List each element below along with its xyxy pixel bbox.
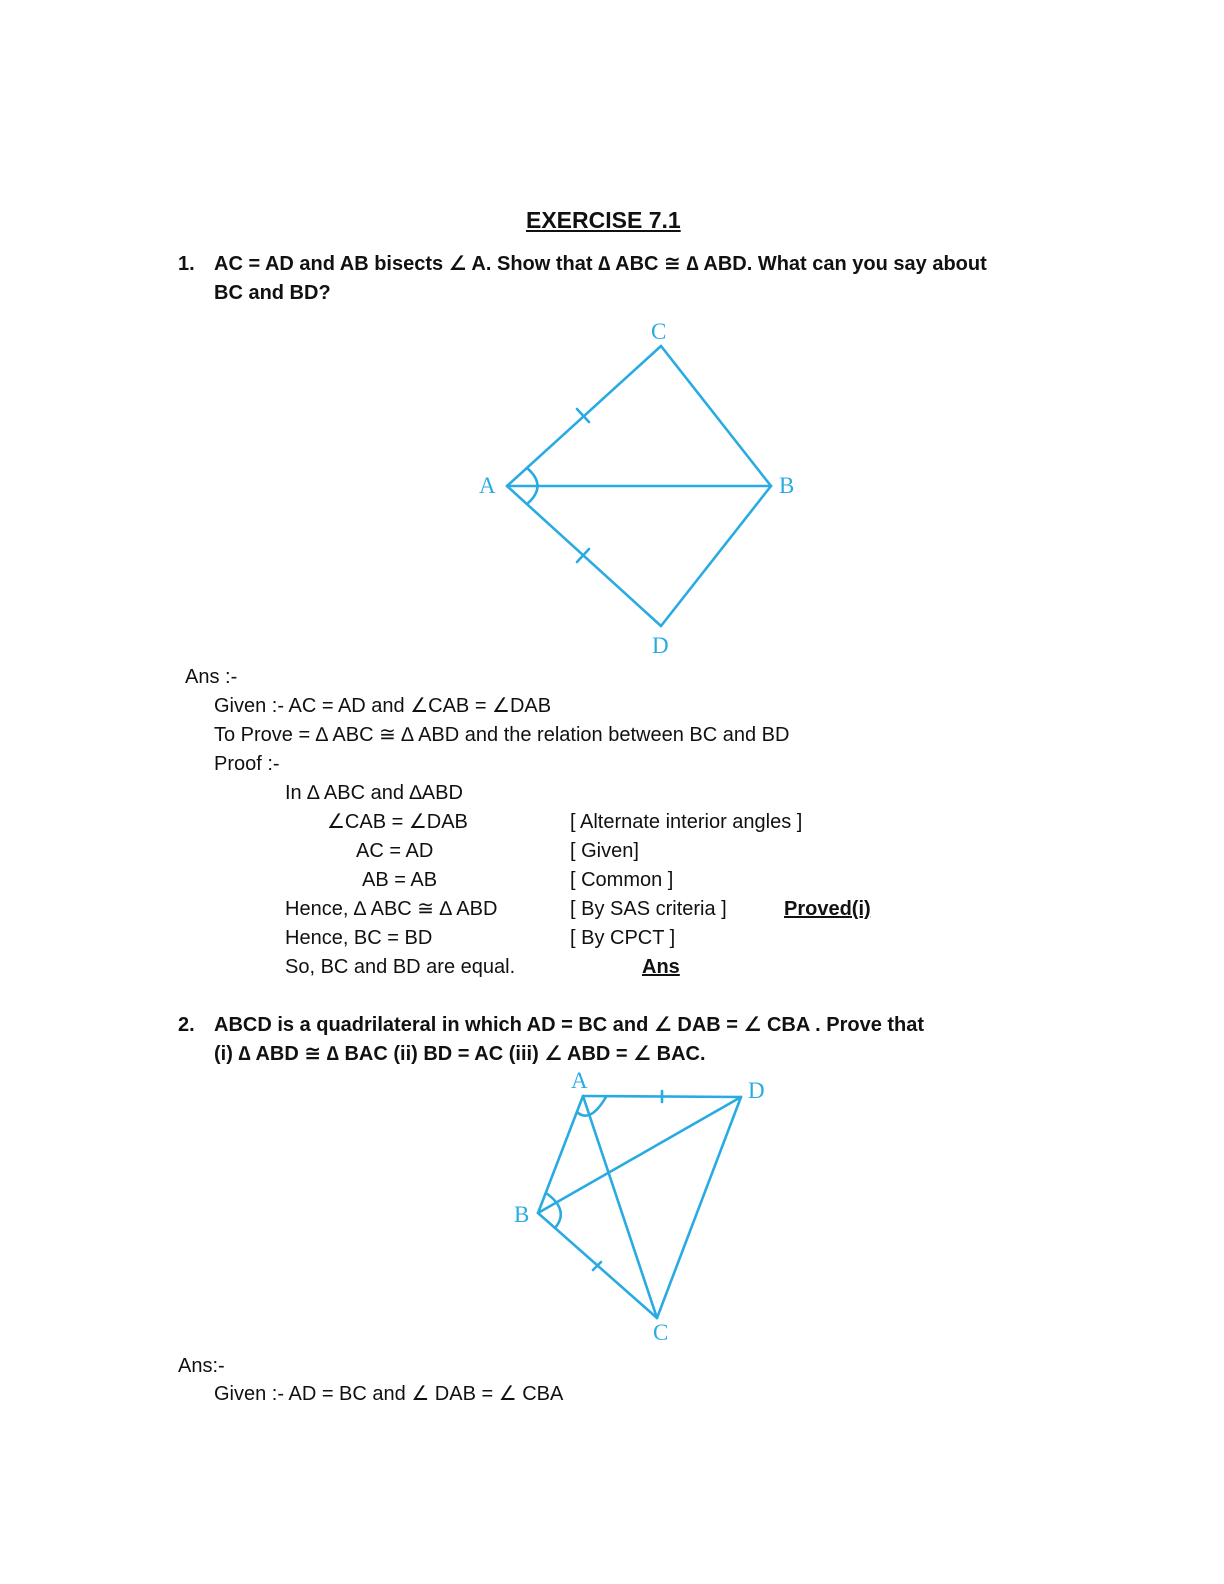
q1-conclusion: So, BC and BD are equal. xyxy=(285,956,516,978)
tick-mark-bc2 xyxy=(593,1262,601,1270)
q1-step2-statement: AC = AD xyxy=(356,840,434,862)
q2-label-b: B xyxy=(514,1202,530,1227)
q1-label-c: C xyxy=(651,319,667,344)
segment-ac xyxy=(507,346,661,486)
q1-to-prove: To Prove = ∆ ABC ≅ ∆ ABD and the relation between BC and BD xyxy=(214,724,790,746)
q1-step1-statement: ∠CAB = ∠DAB xyxy=(327,811,468,833)
q1-proved-tag: Proved(i) xyxy=(784,898,871,920)
q2-ans-label: Ans:- xyxy=(178,1355,225,1377)
segment-bc2 xyxy=(538,1213,657,1318)
tick-mark-ac xyxy=(577,409,589,422)
q1-proof-label: Proof :- xyxy=(214,753,280,775)
q1-text-line1: AC = AD and AB bisects ∠ A. Show that ∆ ABC ≅ ∆ ABD. What can you say about xyxy=(214,253,987,275)
q1-step5-statement: Hence, BC = BD xyxy=(285,927,433,949)
q1-ans-tag: Ans xyxy=(642,956,680,978)
tick-mark-ad xyxy=(577,549,589,562)
q2-label-c: C xyxy=(653,1320,669,1345)
angle-arc-a2 xyxy=(577,1097,606,1116)
q2-figure-lines xyxy=(538,1091,741,1318)
q1-label-b: B xyxy=(779,473,795,498)
q2-number: 2. xyxy=(178,1014,195,1036)
segment-bd2 xyxy=(538,1097,741,1213)
q2-label-d: D xyxy=(748,1078,765,1103)
q1-step4-reason: [ By SAS criteria ] xyxy=(570,898,727,920)
segment-ac2 xyxy=(583,1096,657,1318)
angle-arc-b2 xyxy=(546,1193,561,1228)
angle-arc-a xyxy=(527,468,538,504)
q1-step2-reason: [ Given] xyxy=(570,840,639,862)
q1-step3-reason: [ Common ] xyxy=(570,869,674,891)
q2-given: Given :- AD = BC and ∠ DAB = ∠ CBA xyxy=(214,1383,564,1405)
q1-ans-label: Ans :- xyxy=(185,666,238,688)
q1-label-a: A xyxy=(479,473,496,498)
q1-given: Given :- AC = AD and ∠CAB = ∠DAB xyxy=(214,695,552,717)
q1-number: 1. xyxy=(178,253,195,275)
q2-text-line1: ABCD is a quadrilateral in which AD = BC and ∠ DAB = ∠ CBA . Prove that xyxy=(214,1014,925,1036)
q2-text-line2: (i) ∆ ABD ≅ ∆ BAC (ii) BD = AC (iii) ∠ ABD = ∠ BAC. xyxy=(214,1043,706,1065)
q1-text-line2: BC and BD? xyxy=(214,282,331,304)
q1-in-triangles: In ∆ ABC and ∆ABD xyxy=(285,782,463,804)
segment-ad xyxy=(507,486,661,626)
q1-figure-lines xyxy=(507,346,771,626)
segment-dc2 xyxy=(657,1097,741,1318)
segment-db xyxy=(661,486,771,626)
q1-step4-statement: Hence, ∆ ABC ≅ ∆ ABD xyxy=(285,898,498,920)
q1-label-d: D xyxy=(652,633,669,658)
q2-label-a: A xyxy=(571,1068,588,1093)
segment-cb xyxy=(661,346,771,486)
q1-step3-statement: AB = AB xyxy=(362,869,438,891)
segment-ab2 xyxy=(538,1096,583,1213)
segment-ad2 xyxy=(583,1096,741,1097)
q1-step1-reason: [ Alternate interior angles ] xyxy=(570,811,803,833)
page-title: EXERCISE 7.1 xyxy=(526,207,681,233)
q1-step5-reason: [ By CPCT ] xyxy=(570,927,676,949)
